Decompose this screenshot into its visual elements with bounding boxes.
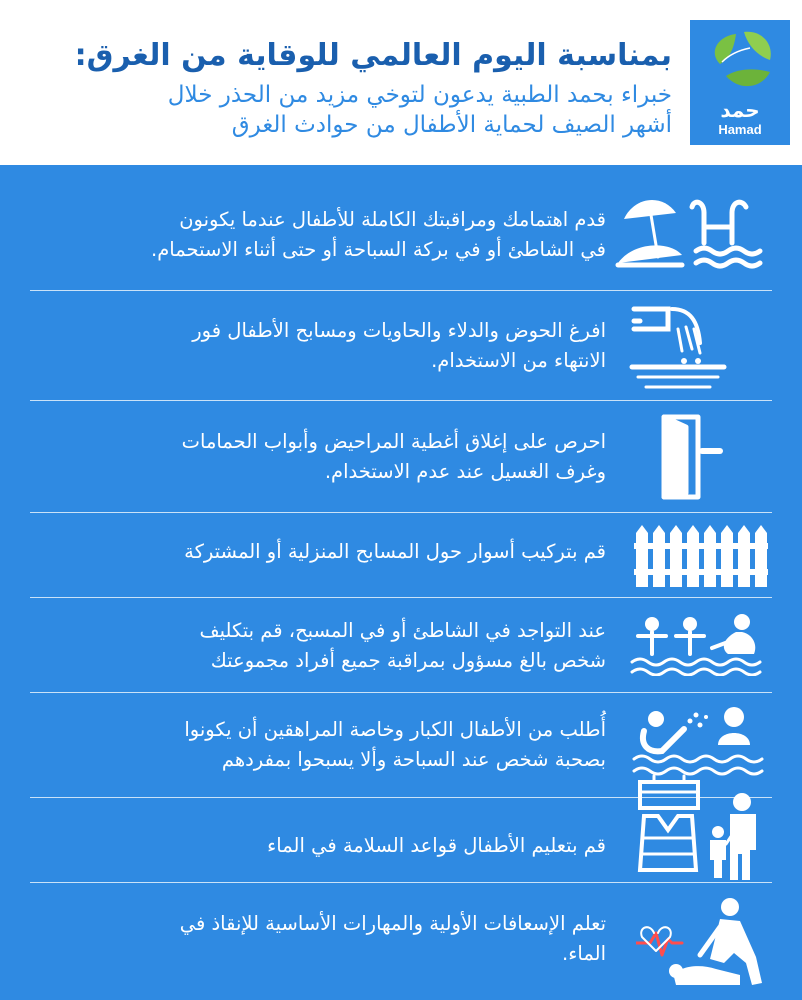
tip-3-text [46,427,606,487]
door-icon [658,413,728,501]
tip-3-line-2: وغرف الغسيل عند عدم الاستخدام. [324,460,606,483]
tip-row-8 [30,883,772,1000]
tip-5-line-1: عند التواجد في الشاطئ أو في المسبح، قم بتكليف [199,619,606,642]
tip-2-line-2: الانتهاء من الاستخدام. [431,349,606,372]
tip-6-line-1: أُطلب من الأطفال الكبار وخاصة المراهقين أن يكونوا [184,718,606,741]
swimming-buddies-icon [630,705,766,781]
beach-pool-icon [612,193,772,271]
tip-row-2 [30,291,772,400]
tip-7-line-1: قم بتعليم الأطفال قواعد السلامة في الماء [267,834,606,857]
tip-8-line-2: الماء. [562,942,606,965]
tip-2-line-1: افرغ الحوض والدلاء والحاويات ومسابح الأطفال فور [192,319,606,342]
tip-4-text [46,537,606,567]
logo-english-text: Hamad [718,122,762,137]
tip-6-text [46,715,606,775]
tip-8-line-1: تعلم الإسعافات الأولية والمهارات الأساسية للإنقاذ في [179,912,606,935]
tip-1-text [46,205,606,265]
tip-5-text [46,616,606,676]
tip-7-text [46,831,606,861]
tip-3-line-1: احرص على إغلاق أغطية المراحيض وأبواب الحمامات [181,430,606,453]
tip-6-line-2: بصحبة شخص عند السباحة وألا يسبحوا بمفردهم [221,748,606,771]
header-panel [0,0,802,165]
tap-basin-icon [628,299,728,391]
logo-arabic-text: حمد [720,98,760,122]
page-subtitle-line-2: أشهر الصيف لحماية الأطفال من حوادث الغرق [231,112,672,138]
tip-row-3 [30,401,772,512]
page-title: بمناسبة اليوم العالمي للوقاية من الغرق: [74,38,672,73]
tip-row-5 [30,598,772,692]
tip-1-line-2: في الشاطئ أو في بركة السباحة أو حتى أثناء الاستحمام. [151,238,606,261]
supervised-swimmers-icon [628,612,768,676]
tip-row-4 [30,513,772,597]
life-jacket-family-icon [634,774,768,884]
fence-icon [634,523,768,589]
cpr-heartbeat-icon [636,897,768,991]
tip-4-line-1: قم بتركيب أسوار حول المسابح المنزلية أو المشتركة [184,540,606,563]
tip-5-line-2: شخص بالغ مسؤول بمراقبة جميع أفراد مجموعتك [210,649,606,672]
tip-1-line-1: قدم اهتمامك ومراقبتك الكاملة للأطفال عندما يكونون [179,208,606,231]
tip-row-1 [30,185,772,290]
tip-2-text [46,316,606,376]
hamad-logo [690,20,790,145]
tip-row-7 [30,798,772,882]
leaves-icon [700,26,780,98]
tip-8-text [46,909,606,969]
page-subtitle-line-1: خبراء بحمد الطبية يدعون لتوخي مزيد من الحذر خلال [167,82,672,108]
